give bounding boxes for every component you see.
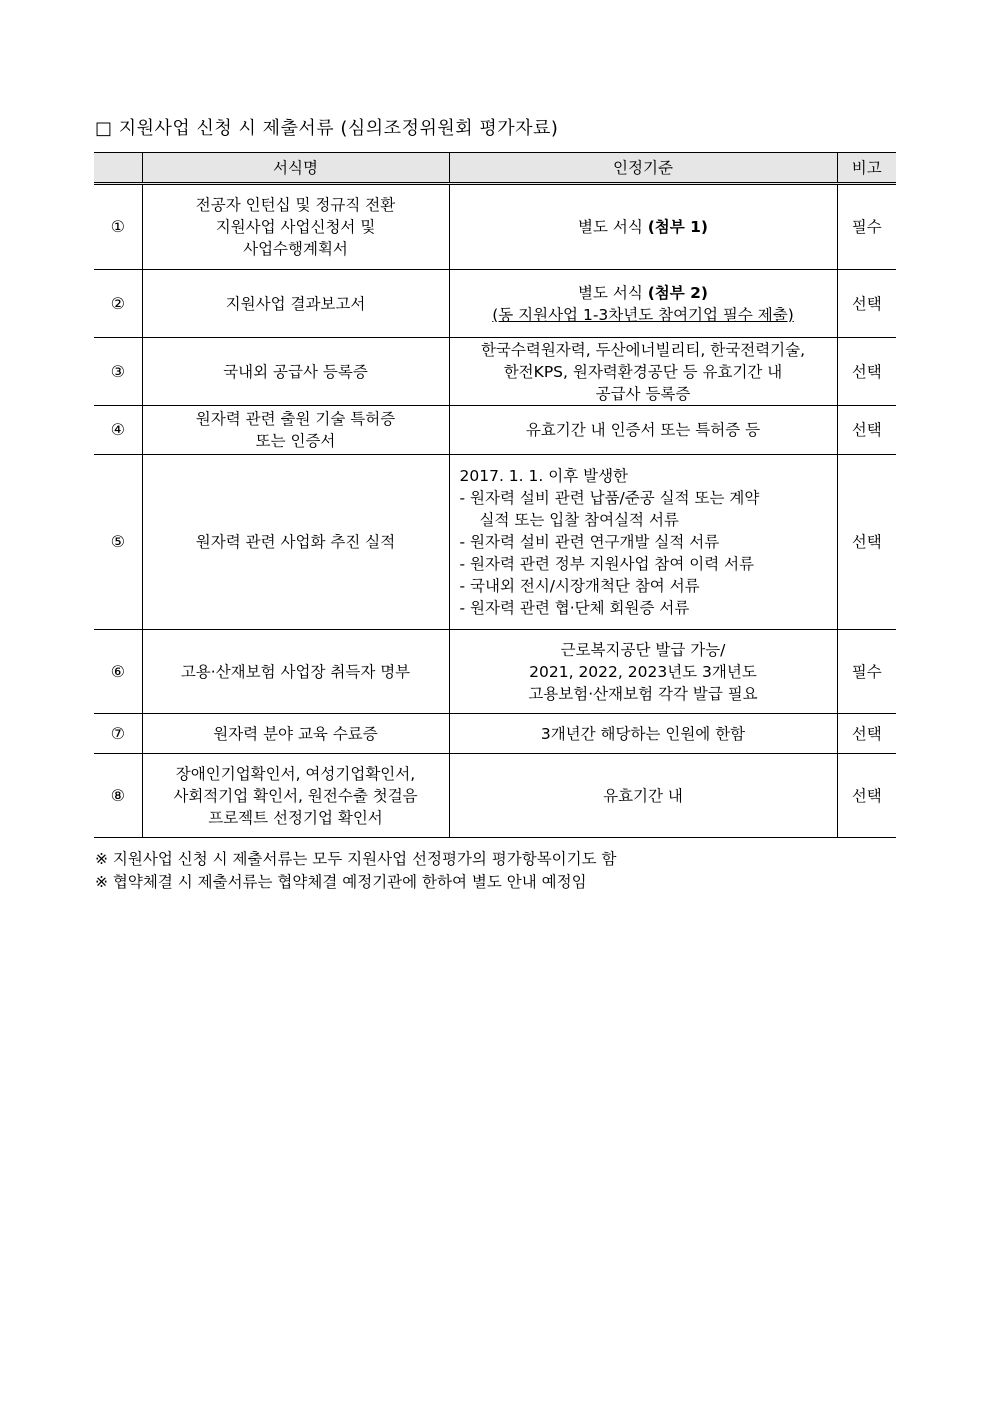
note-cell: 선택	[837, 754, 896, 838]
row-number: ⑥	[94, 630, 142, 714]
form-name-line: 사업수행계획서	[243, 240, 348, 258]
criteria-line: - 원자력 설비 관련 납품/준공 실적 또는 계약	[459, 489, 760, 507]
header-note: 비고	[837, 153, 896, 184]
form-name-cell: 고용·산재보험 사업장 취득자 명부	[142, 630, 449, 714]
form-name-line: 또는 인증서	[255, 432, 336, 450]
row-number: ③	[94, 338, 142, 406]
criteria-line: - 국내외 전시/시장개척단 참여 서류	[459, 577, 700, 595]
form-name-line: 사회적기업 확인서, 원전수출 첫걸음	[173, 786, 418, 805]
note-cell: 필수	[837, 630, 896, 714]
form-name-cell	[142, 754, 449, 838]
table-row	[94, 455, 896, 630]
criteria-text: 별도 서식	[577, 218, 648, 236]
criteria-cell	[449, 270, 837, 338]
header-criteria: 인정기준	[449, 153, 837, 184]
criteria-cell	[449, 630, 837, 714]
note-cell: 선택	[837, 455, 896, 630]
criteria-line: - 원자력 관련 협·단체 회원증 서류	[459, 599, 690, 617]
form-name-cell	[142, 406, 449, 455]
criteria-line: 한전KPS, 원자력환경공단 등 유효기간 내	[503, 362, 783, 381]
row-number: ⑦	[94, 714, 142, 754]
note-cell: 선택	[837, 714, 896, 754]
criteria-line: - 원자력 관련 정부 지원사업 참여 이력 서류	[459, 555, 755, 573]
row-number: ①	[94, 184, 142, 270]
criteria-underlined-note: (동 지원사업 1-3차년도 참여기업 필수 제출)	[492, 305, 794, 324]
section-title: □ 지원사업 신청 시 제출서류 (심의조정위원회 평가자료)	[95, 118, 559, 139]
criteria-attachment: (첨부 1)	[647, 218, 709, 236]
criteria-cell	[449, 455, 837, 630]
note-cell: 선택	[837, 270, 896, 338]
row-number: ②	[94, 270, 142, 338]
header-blank	[94, 153, 142, 184]
note-cell: 선택	[837, 406, 896, 455]
table-row	[94, 754, 896, 838]
criteria-line: 근로복지공단 발급 가능/	[560, 640, 726, 659]
criteria-cell: 유효기간 내 인증서 또는 특허증 등	[449, 406, 837, 455]
table-row	[94, 714, 896, 754]
criteria-line: 실적 또는 입찰 참여실적 서류	[479, 511, 679, 529]
form-name-line: 프로젝트 선정기업 확인서	[208, 808, 383, 827]
row-number: ⑤	[94, 455, 142, 630]
criteria-line: - 원자력 설비 관련 연구개발 실적 서류	[459, 533, 720, 551]
note-cell: 필수	[837, 184, 896, 270]
note-cell: 선택	[837, 338, 896, 406]
form-name-cell: 원자력 분야 교육 수료증	[142, 714, 449, 754]
criteria-cell: 3개년간 해당하는 인원에 한함	[449, 714, 837, 754]
criteria-cell	[449, 338, 837, 406]
table-row	[94, 270, 896, 338]
criteria-line: 2017. 1. 1. 이후 발생한	[459, 467, 629, 485]
criteria-line: 고용보험·산재보험 각각 발급 필요	[528, 684, 758, 703]
criteria-attachment: (첨부 2)	[647, 283, 709, 302]
documents-table	[94, 152, 896, 838]
table-row	[94, 338, 896, 406]
table-row	[94, 184, 896, 270]
criteria-line: 2021, 2022, 2023년도 3개년도	[529, 662, 757, 681]
form-name-cell: 국내외 공급사 등록증	[142, 338, 449, 406]
row-number: ④	[94, 406, 142, 455]
form-name-cell	[142, 184, 449, 270]
table-header-row	[94, 153, 896, 184]
criteria-line: 공급사 등록증	[595, 384, 691, 403]
form-name-cell: 원자력 관련 사업화 추진 실적	[142, 455, 449, 630]
form-name-line: 원자력 관련 출원 기술 특허증	[195, 410, 396, 428]
footnotes	[95, 848, 617, 894]
criteria-text: 별도 서식	[577, 283, 648, 302]
footnote: ※ 지원사업 신청 시 제출서류는 모두 지원사업 선정평가의 평가항목이기도 함	[95, 850, 617, 868]
header-form-name: 서식명	[142, 153, 449, 184]
form-name-line: 전공자 인턴십 및 정규직 전환	[195, 196, 396, 214]
criteria-cell	[449, 184, 837, 270]
table-row	[94, 630, 896, 714]
form-name-line: 지원사업 사업신청서 및	[215, 218, 376, 236]
footnote: ※ 협약체결 시 제출서류는 협약체결 예정기관에 한하여 별도 안내 예정임	[95, 873, 587, 891]
criteria-line: 한국수력원자력, 두산에너빌리티, 한국전력기술,	[480, 340, 806, 359]
form-name-cell: 지원사업 결과보고서	[142, 270, 449, 338]
table-row	[94, 406, 896, 455]
form-name-line: 장애인기업확인서, 여성기업확인서,	[175, 764, 416, 783]
criteria-cell: 유효기간 내	[449, 754, 837, 838]
row-number: ⑧	[94, 754, 142, 838]
